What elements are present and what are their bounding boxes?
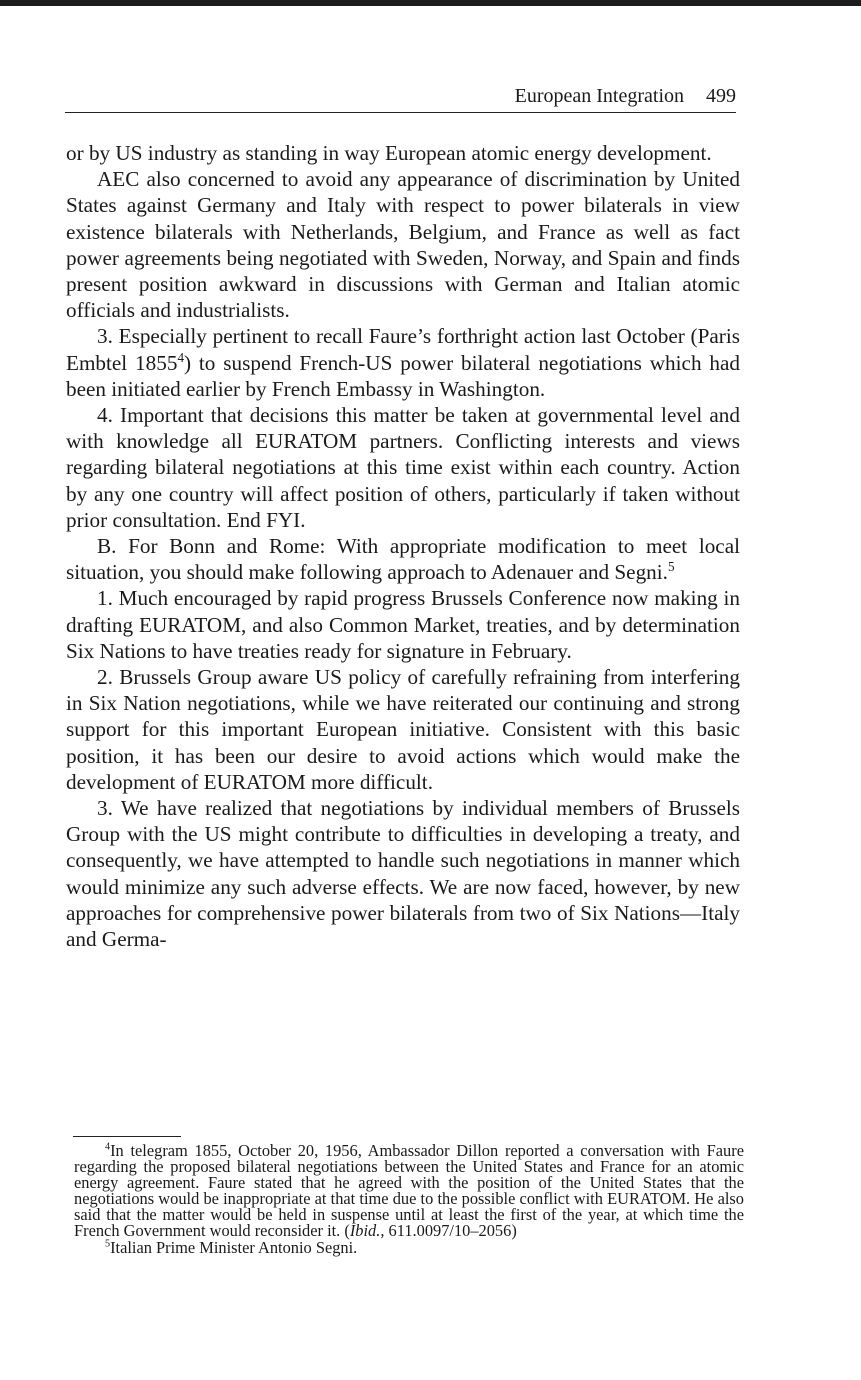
paragraph: 2. Brussels Group aware US policy of carefully refraining from interfering in Six Nation negotiations, while we have reiterated our continuing and strong support for this important European initiative. Consistent with this basic position, it has been our desire to avoid actions which would make the development of EURATOM more difficult. [66,665,740,794]
footnote-marker: 5 [105,1238,111,1250]
footnote [74,1143,744,1240]
footnote [74,1237,744,1257]
footnote-marker: 4 [105,1141,111,1153]
footnote-citation: Ibid., [349,1221,385,1241]
paragraph-text: ) to suspend French-US power bilateral negotiations which had been initiated earlier by French Embassy in Washington. [66,350,740,401]
scan-top-edge [0,0,861,6]
paragraph: or by US industry as standing in way European atomic energy development. [66,141,712,165]
paragraph: 1. Much encouraged by rapid progress Brussels Conference now making in drafting EURATOM, and also Common Market, treaties, and by determination Six Nations to have treaties ready for signature in February. [66,586,740,663]
paragraph [66,533,740,585]
page-number: 499 [706,85,736,107]
paragraph-text: B. For Bonn and Rome: With appropriate modification to meet local situation, you should make following approach to Adenauer and Segni. [66,534,740,585]
footnote-rule [73,1136,181,1137]
paragraph: 4. Important that decisions this matter be taken at governmental level and with knowledge all EURATOM partners. Conflicting interests and views regarding bilateral negotiations at this time exist within each country. Action by any one country will affect position of others, particularly if taken without prior consultation. End FYI. [66,403,740,532]
running-title: European Integration [514,85,684,107]
paragraph-text: 3. Especially pertinent to recall Faure’s forthright action last October (Paris Embtel 1855 [66,324,740,375]
footnotes [74,1143,744,1256]
footnote-ref: 5 [667,559,675,575]
footnote-text: In telegram 1855, October 20, 1956, Ambassador Dillon reported a conversation with Faure regarding the proposed bilateral negotiations between the United States and France for an atomic energy agreement. Faure stated that he agreed with the position of the United States that the negotiations would be inappropriate at that time due to the possible conflict with EURATOM. He also said that the matter would be held in suspense until at least the first of the year, at which time the French Government would reconsider it. ( [74,1141,744,1241]
footnote-text: 611.0097/10–2056) [384,1221,517,1241]
paragraph: AEC also concerned to avoid any appearance of discrimination by United States against Germany and Italy with respect to power bilaterals in view existence bilaterals with Netherlands, Belgium, and France as well as fact power agreements being negotiated with Sweden, Norway, and Spain and finds present position awkward in discussions with German and Italian atomic officials and industrialists. [66,167,740,323]
paragraph: 3. We have realized that negotiations by individual members of Brussels Group with the US might contribute to difficulties in developing a treaty, and consequently, we have attempted to handle such negotiations in manner which would minimize any such adverse effects. We are now faced, however, by new approaches for comprehensive power bilaterals from two of Six Nations—Italy and Germa- [66,796,740,952]
footnote-text: Italian Prime Minister Antonio Segni. [110,1237,358,1257]
running-header [65,82,736,113]
paragraph [66,323,740,402]
main-text [66,140,740,952]
footnote-ref: 4 [177,349,184,365]
